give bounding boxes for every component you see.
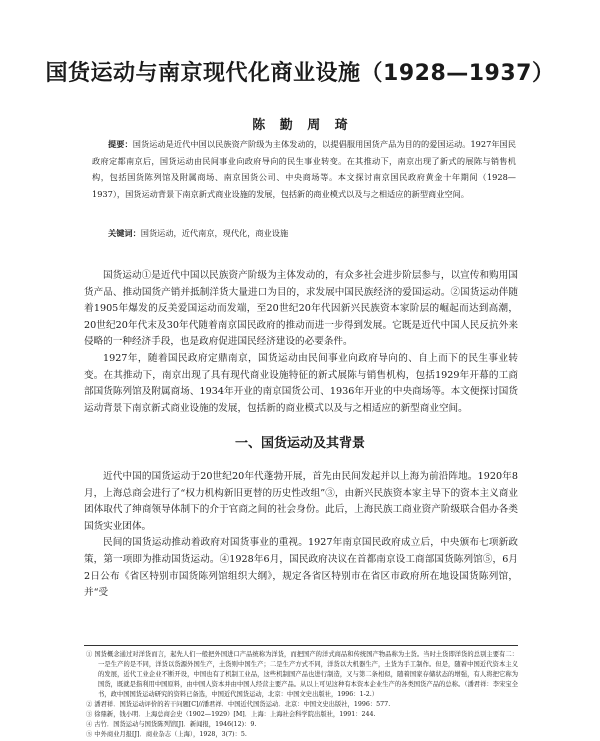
section-paragraph-1: 近代中国的国货运动于20世纪20年代蓬勃开展，首先由民间发起并以上海为前沿阵地。1920年8月，上海总商会进行了“权力机构新旧更替的历史性改组”③，由新兴民族资本家主导下的资本主义商业团体取代了绅商领导体制下的介于官商之间的社会身份。此后，上海民族工商业资产阶级联合倡办各类国货实业团体。 — [84, 471, 518, 532]
keywords-text: 国货运动，近代南京，现代化，商业设施 — [140, 228, 289, 238]
authors: 陈 勤 周 琦 — [252, 118, 348, 133]
footnote-1: ① 国货概念通过对洋货而言，起先人们一般把外国进口产品统称为洋货，而把国产的洋式商品和传统国产物品称为土货。当时土货即洋货的总别主要有二：一是生产的是不同，洋货以货源外国生产，土货则中国生产；二是生产方式不同，洋货以大机器生产，土货为手工制作。但是，随着中国近代资本主义的发展，近代工业企业不断开设，中国也有了机制工业品，这些机制国产品也进行制造，又与第二条相似，随着国家存储状态的增强，有人将把它称为国货，既就是指利用中国原料，由中国人资本并由中国人经营主要产品。从以上可见这种有本资本企业生产的各类国货产品的总称。（潘君祥：李宋宝全书，政中国国货运动研究的资料已备选，中国近代国货运动，北京：中国文史出版社，1996：1-2.） — [86, 651, 518, 698]
footnote-2: ② 潘君祥．国货运动评价的若干问题[C]//潘君祥．中国近代国货运动．北京：中国文史出版社，1996：577. — [86, 701, 391, 708]
footnote-4: ④ 古竹．国货运动与国货陈列馆[J]．新闻报，1946(12)：9. — [86, 721, 257, 728]
abstract — [92, 136, 516, 202]
intro-paragraph-1: 国货运动①是近代中国以民族资产阶级为主体发动的，有众多社会进步阶层参与，以宣传和购用国货产品、推动国货产销并抵制洋货大量进口为目的，求发展中国民族经济的爱国运动。②国货运动伴随着1905年爆发的反美爱国运动而发端，至20世纪20年代因新兴民族资本家阶层的崛起而达到高潮，20世纪20年代末及30年代随着南京国民政府的推动而进一步得到发展。它既是近代中国人民反抗外来侵略的一种经济手段，也是政府促进国民经济建设的必要条件。 — [84, 270, 518, 348]
intro-paragraph-2: 1927年，随着国民政府定鼎南京，国货运动由民间事业向政府导向的、自上而下的民生事业转变。在其推动下，南京出现了具有现代商业设施特征的新式展陈与销售机构，包括1929年开幕的工商部国货陈列馆及附属商场、1934年开业的南京国货公司、1936年开业的中央商场等。本文便探讨国货运动背景下南京新式商业设施的发展，包括新的商业模式以及与之相适应的新型商业空间。 — [84, 352, 518, 414]
keywords — [108, 226, 516, 240]
footnote-3: ③ 徐鼎新，钱小明．上海总商会史（1902—1929）[M]．上海：上海社会科学院出版社，1991：244. — [86, 711, 376, 718]
section-paragraph-2: 民间的国货运动推动着政府对国货事业的重视。1927年南京国民政府成立后，中央颁布七项新政策，第一项即为推动国货运动。④1928年6月，国民政府决议在首都南京设工商部国货陈列馆⑤，6月2日公布《省区特别市国货陈列馆组织大纲》，规定各省区特别市在省区市政府所在地设国货陈列馆，并“受 — [84, 537, 518, 599]
abstract-text: 国货运动是近代中国以民族资产阶级为主体发动的，以提倡服用国货产品为目的的爱国运动。1927年国民政府定都南京后，国货运动由民间事业向政府导向的民生事业转变。在其推动下，南京出现了新式的展陈与销售机构，包括国货陈列馆及附属商场、南京国货公司、中央商场等。本文探讨南京国民政府黄金十年期间（1928—1937），国货运动背景下南京新式商业设施的发展，包括新的商业模式以及与之相适应的新型商业空间。 — [92, 139, 516, 199]
paper-title: 国货运动与南京现代化商业设施（1928—1937） — [45, 61, 555, 86]
keywords-label: 关键词： — [108, 228, 141, 238]
footnotes — [84, 650, 518, 740]
footnote-5: ⑤ 中外商业月报[J]．商业杂志（上海），1928，3(7)：5. — [86, 731, 247, 738]
section-body — [84, 469, 518, 602]
abstract-label: 提要： — [108, 139, 133, 149]
section-heading: 一、国货运动及其背景 — [234, 436, 365, 451]
footnote-divider — [84, 645, 518, 646]
intro-body — [84, 268, 518, 417]
